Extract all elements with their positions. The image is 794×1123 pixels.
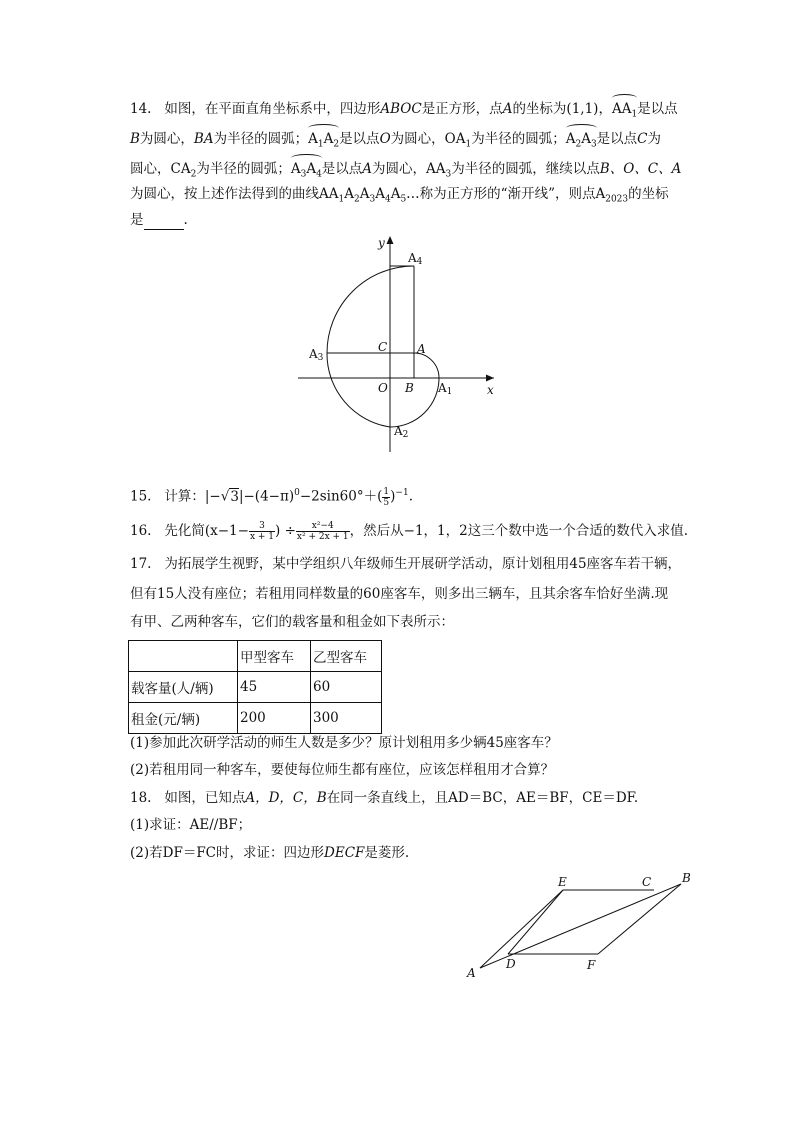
- q17-part-1: [130, 733, 558, 753]
- arc-a1a2: [308, 126, 339, 155]
- table-cell: 300: [311, 703, 382, 734]
- q18-part-1: [130, 815, 251, 835]
- q14-sub: 1: [338, 194, 345, 205]
- q16-text: 先化简(x−1−: [164, 523, 249, 539]
- label-o: O: [378, 381, 388, 395]
- arc-text: A: [581, 131, 591, 147]
- table-cell: 载客量(人/辆): [129, 672, 238, 703]
- arc-sub: 3: [300, 169, 307, 180]
- segment-ab: [480, 884, 681, 968]
- arc-a3a4: [291, 156, 322, 185]
- q17-text: 为拓展学生视野，某中学组织八年级师生开展研学活动，原计划租用45座客车若干辆，: [164, 556, 682, 572]
- arc-text: AA: [611, 101, 632, 117]
- q14-text: 为: [647, 131, 662, 147]
- label-c: C: [642, 875, 652, 889]
- q15-text: ): [390, 488, 396, 505]
- q18-number: 18.: [130, 790, 152, 806]
- arc-sub: 1: [631, 109, 638, 120]
- q14-text: B: [130, 131, 140, 147]
- label-e: E: [558, 875, 567, 889]
- label-b: B: [405, 381, 414, 395]
- q15-sup: −1: [395, 488, 409, 498]
- q18-text: 是菱形.: [364, 845, 410, 861]
- label-a4-main: A: [408, 251, 417, 265]
- arc-sub: 2: [333, 139, 340, 150]
- q18-text: (1)求证：AE//BF；: [130, 817, 252, 833]
- q14-sub: 2023: [605, 194, 629, 205]
- q14-text: 为半径的圆弧；: [213, 131, 309, 147]
- label-a: A: [467, 966, 476, 980]
- table-cell: 乙型客车: [311, 641, 382, 672]
- q17-line-2: [130, 584, 668, 604]
- q17-text: (1)参加此次研学活动的师生人数是多少？原计划租用多少辆45座客车？: [130, 735, 558, 751]
- arc-a2a3: [566, 126, 597, 155]
- q18-part-2: [130, 843, 409, 863]
- table-cell: 60: [311, 672, 382, 703]
- q14-text: A: [375, 186, 385, 202]
- q14-line-3: [130, 156, 681, 185]
- label-a1-sub: 1: [446, 387, 453, 397]
- label-y: y: [378, 236, 385, 250]
- q16-frac-num: 3: [249, 521, 275, 532]
- q14-text: A: [344, 186, 354, 202]
- label-f: F: [587, 958, 596, 972]
- q18-text: (2)若DF＝FC时，求证：四边形: [130, 845, 325, 861]
- q16-line: [130, 521, 688, 542]
- q14-sub: 4: [384, 194, 391, 205]
- label-a: A: [417, 342, 426, 356]
- q14-line-2: [130, 126, 661, 155]
- q15-fraction: [382, 487, 390, 508]
- q17-text: 有甲、乙两种客车，它们的载客量和租金如下表所示：: [130, 614, 454, 630]
- q14-text: 是以点: [339, 131, 380, 147]
- q15-sup: 0: [294, 488, 300, 498]
- q14-text: A: [362, 161, 373, 177]
- arc-text: A: [308, 131, 318, 147]
- q14-text: 圆心，CA: [130, 161, 191, 177]
- q14-text: 为圆心，OA: [390, 131, 466, 147]
- arc-a-a1: [414, 353, 439, 378]
- q16-number: 16.: [130, 523, 152, 539]
- arc-text: A: [290, 161, 301, 177]
- label-a1: [437, 381, 452, 397]
- q16-frac-den: x² + 2x + 1: [296, 532, 349, 542]
- q14-sub: 5: [400, 194, 407, 205]
- q18-text: A，D，C，B: [245, 790, 327, 806]
- answer-blank[interactable]: [144, 215, 184, 230]
- q14-text: 为圆心，: [139, 131, 194, 147]
- q14-text: 为圆心，AA: [372, 161, 446, 177]
- table-cell: 租金(元/辆): [129, 703, 238, 734]
- q14-text: A: [390, 186, 401, 202]
- q14-text: .: [183, 212, 188, 228]
- arc-a3-a4: [327, 266, 414, 353]
- label-c: C: [378, 340, 388, 354]
- q15-text: .: [408, 488, 413, 505]
- q14-line-1: [130, 96, 678, 125]
- q15-text: −2sin60°＋(: [299, 488, 383, 505]
- q16-text: ) ÷: [275, 523, 296, 539]
- q15-number: 15.: [130, 488, 152, 505]
- arc-sub: 4: [316, 169, 322, 180]
- q18-text: 如图，已知点: [164, 790, 246, 806]
- table-cell: [129, 641, 238, 672]
- q17-text: (2)若租用同一种客车，要使每位师生都有座位，应该怎样租用才合算？: [130, 762, 555, 778]
- q15-line: 15. 计算：$|-√3|-(4-\pi)^0-2\sin 60^\circ+$( $\frac{1}{5}$ )$^{-1}$.: [130, 486, 413, 508]
- label-a4-sub: 4: [416, 257, 423, 267]
- label-x: x: [487, 383, 494, 397]
- label-a2: [393, 424, 408, 440]
- q16-frac-num: x²−4: [296, 521, 350, 532]
- q15-frac-num: 1: [383, 486, 390, 497]
- q18-text: DECF: [324, 845, 365, 861]
- figure-rhombus: [0, 865, 794, 985]
- q14-text: 是正方形，点: [421, 101, 503, 117]
- segment-ae: [480, 890, 563, 968]
- q14-text: 为半径的圆弧；: [471, 131, 566, 147]
- table-cell: 200: [238, 703, 311, 734]
- figure-involute: [0, 232, 794, 502]
- q14-text: 如图，在平面直角坐标系中，四边形: [164, 101, 381, 117]
- q14-sub: 3: [369, 194, 376, 205]
- q17-text: 但有15人没有座位；若租用同样数量的60座客车，则多出三辆车，且其余客车恰好坐满.现: [130, 586, 669, 602]
- table-row: [129, 703, 382, 734]
- table-row: [129, 641, 382, 672]
- arc-sub: 3: [590, 139, 597, 150]
- label-a4: [407, 251, 423, 267]
- q14-text: B、O、C、A: [599, 161, 682, 177]
- y-axis-arrow: [387, 236, 394, 244]
- q14-text: ABOC: [380, 101, 422, 117]
- q14-text: A: [359, 186, 370, 202]
- q15-text: |−(4−π): [238, 488, 295, 505]
- segment-fb: [598, 884, 681, 954]
- q15-frac-den: 5: [383, 497, 390, 508]
- arc-a1-a2: [390, 378, 439, 427]
- q14-text: 的坐标为(1,1)，: [512, 101, 612, 117]
- q17-line-3: [130, 612, 454, 632]
- q15-sqrt: 3: [230, 488, 239, 505]
- label-a3-main: A: [309, 347, 318, 361]
- bus-table: [128, 640, 382, 734]
- q14-text: 的坐标: [628, 186, 669, 202]
- q18-line-1: [130, 788, 638, 808]
- label-a2-main: A: [394, 424, 403, 438]
- label-d: D: [506, 957, 516, 971]
- q14-text: 为半径的圆弧；: [196, 161, 291, 177]
- q14-line-4: [130, 184, 669, 210]
- q14-text: 是以点: [637, 101, 678, 117]
- q14-text: O: [379, 131, 391, 147]
- q14-line-5: [130, 210, 188, 230]
- q17-number: 17.: [130, 556, 152, 572]
- q14-sub: 3: [445, 169, 452, 180]
- q14-sub: 2: [353, 194, 360, 205]
- q14-text: 是: [130, 212, 144, 228]
- q16-fraction-2: [296, 521, 350, 542]
- q14-text: C: [637, 131, 648, 147]
- q17-part-2: [130, 760, 554, 780]
- arc-aa1: [612, 96, 637, 125]
- arc-sub: 2: [575, 139, 582, 150]
- q14-text: 为半径的圆弧，继续以点: [451, 161, 600, 177]
- q15-text: 计算：|−: [164, 488, 221, 505]
- q16-frac-den: x + 1: [249, 532, 275, 542]
- q16-text: ，然后从−1，1，2这三个数中选一个合适的数代入求值.: [349, 523, 689, 539]
- label-b: B: [682, 871, 691, 885]
- q14-text: …称为正方形的“渐开线”，则点A: [406, 186, 606, 202]
- q14-text: 是以点: [321, 161, 363, 177]
- q14-sub: 1: [465, 139, 472, 150]
- q14-text: 为圆心，按上述作法得到的曲线AA: [130, 186, 339, 202]
- label-a3: [308, 347, 324, 363]
- q14-text: BA: [193, 131, 214, 147]
- table-cell: 45: [238, 672, 311, 703]
- x-axis-arrow: [486, 375, 494, 382]
- q14-text: A: [502, 101, 513, 117]
- label-a2-sub: 2: [402, 430, 409, 440]
- q16-fraction-1: [249, 521, 275, 542]
- q17-line-1: [130, 554, 681, 574]
- table-row: [129, 672, 382, 703]
- q14-sub: 2: [190, 169, 197, 180]
- arc-text: A: [565, 131, 576, 147]
- label-a3-sub: 3: [317, 353, 324, 363]
- q18-text: 在同一条直线上，且AD＝BC，AE＝BF，CE＝DF.: [326, 790, 639, 806]
- q14-text: 是以点: [596, 131, 638, 147]
- arc-sub: 1: [317, 139, 324, 150]
- q14-number: 14.: [130, 101, 152, 117]
- arc-text: A: [306, 161, 317, 177]
- arc-text: A: [323, 131, 334, 147]
- table-cell: 甲型客车: [238, 641, 311, 672]
- label-a1-main: A: [438, 381, 447, 395]
